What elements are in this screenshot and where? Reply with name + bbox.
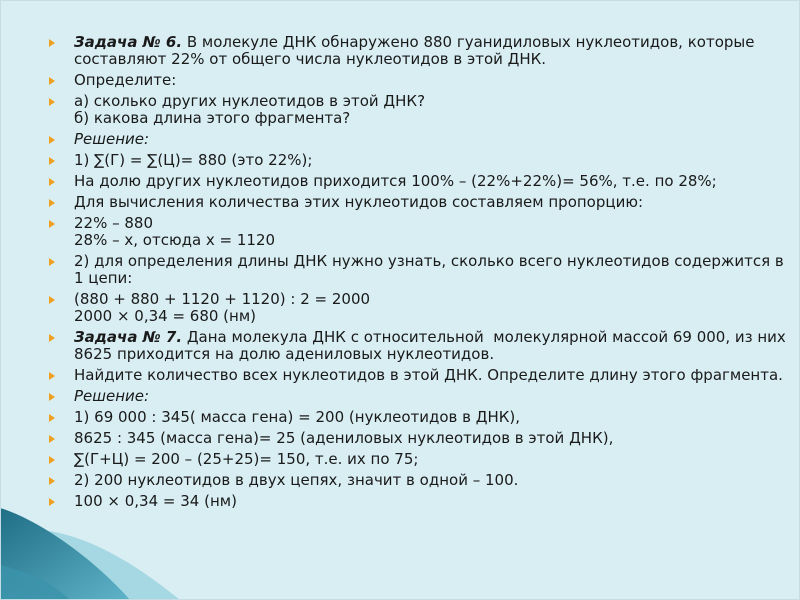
text-paragraph xyxy=(46,388,786,405)
bullet-icon xyxy=(49,296,55,304)
bullet-icon xyxy=(49,498,55,506)
text-paragraph xyxy=(46,451,786,468)
paragraph-text: На долю других нуклеотидов приходится 100% – (22%+22%)= 56%, т.е. по 28%; xyxy=(74,172,717,190)
bullet-icon xyxy=(49,393,55,401)
task-heading: Задача № 7. xyxy=(74,328,183,346)
text-paragraph xyxy=(46,252,789,287)
bullet-icon xyxy=(49,477,55,485)
paragraph-text: Определите: xyxy=(74,71,177,89)
paragraph-text: 100 × 0,34 = 34 (нм) xyxy=(74,492,237,510)
bullet-icon xyxy=(49,77,55,85)
paragraph-text: 8625 : 345 (масса гена)= 25 (адениловых нуклеотидов в этой ДНК), xyxy=(74,429,614,447)
text-paragraph xyxy=(46,291,786,325)
text-paragraph xyxy=(46,194,786,211)
text-paragraph xyxy=(46,472,786,489)
text-paragraph xyxy=(46,152,786,169)
text-paragraph xyxy=(46,173,786,190)
text-paragraph xyxy=(46,72,786,89)
text-paragraph xyxy=(46,34,786,68)
paragraph-text: ∑(Г+Ц) = 200 – (25+25)= 150, т.е. их по 75; xyxy=(74,450,419,468)
paragraph-text: Для вычисления количества этих нуклеотидов составляем пропорцию: xyxy=(74,193,644,211)
bullet-icon xyxy=(49,98,55,106)
bullet-icon xyxy=(49,178,55,186)
bullet-icon xyxy=(49,39,55,47)
paragraph-text: 1) ∑(Г) = ∑(Ц)= 880 (это 22%); xyxy=(74,151,313,169)
text-paragraph xyxy=(46,430,786,447)
bullet-icon xyxy=(49,372,55,380)
slide-content xyxy=(46,33,791,514)
bullet-icon xyxy=(49,136,55,144)
solution-label: Решение: xyxy=(74,130,150,148)
text-paragraph xyxy=(46,493,786,510)
text-paragraph xyxy=(46,409,786,426)
paragraph-text: (880 + 880 + 1120 + 1120) : 2 = 2000 2000 × 0,34 = 680 (нм) xyxy=(74,290,371,325)
text-paragraph xyxy=(46,367,786,384)
bullet-icon xyxy=(49,157,55,165)
bullet-icon xyxy=(49,414,55,422)
bullet-icon xyxy=(49,199,55,207)
bullet-icon xyxy=(49,334,55,342)
paragraph-text: В молекуле ДНК обнаружено 880 гуанидиловых нуклеотидов, которые составляют 22% от общего числа нуклеотидов в этой ДНК. xyxy=(74,33,760,68)
text-paragraph xyxy=(46,93,786,127)
solution-label: Решение: xyxy=(74,387,150,405)
bullet-icon xyxy=(49,258,55,266)
paragraph-text: 2) для определения длины ДНК нужно узнать, сколько всего нуклеотидов содержится в 1 цепи: xyxy=(74,252,789,287)
paragraph-text: 1) 69 000 : 345( масса гена) = 200 (нуклеотидов в ДНК), xyxy=(74,408,521,426)
text-paragraph xyxy=(46,328,791,363)
paragraph-text: Дана молекула ДНК с относительной молекулярной массой 69 000, из них 8625 приходится на долю адениловых нуклеотидов. xyxy=(74,328,791,363)
paragraph-text: 2) 200 нуклеотидов в двух цепях, значит в одной – 100. xyxy=(74,471,519,489)
bullet-icon xyxy=(49,435,55,443)
task-heading: Задача № 6. xyxy=(74,33,183,51)
paragraph-text: а) сколько других нуклеотидов в этой ДНК? б) какова длина этого фрагмента? xyxy=(74,92,426,127)
text-paragraph xyxy=(46,131,786,148)
bullet-icon xyxy=(49,456,55,464)
bullet-icon xyxy=(49,220,55,228)
paragraph-text: 22% – 880 28% – х, отсюда х = 1120 xyxy=(74,214,276,249)
paragraph-text: Найдите количество всех нуклеотидов в этой ДНК. Определите длину этого фрагмента. xyxy=(74,366,783,384)
text-paragraph xyxy=(46,215,786,249)
